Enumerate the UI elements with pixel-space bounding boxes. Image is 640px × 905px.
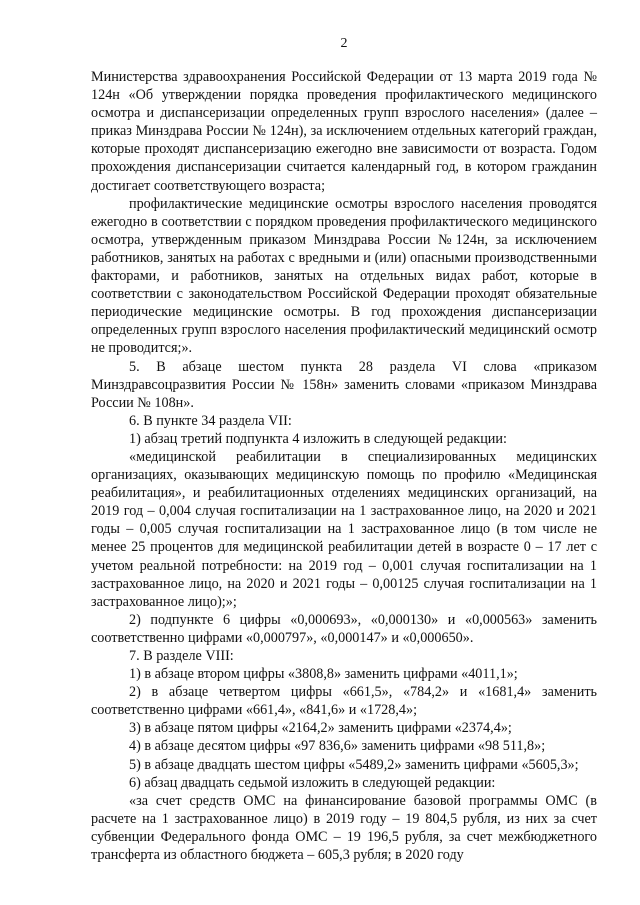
paragraph: 1) абзац третий подпункта 4 изложить в следующей редакции: [129,430,507,447]
paragraph: 6) абзац двадцать седьмой изложить в следующей редакции: [129,774,496,791]
paragraph: 2) подпункте 6 цифры «0,000693», «0,000130» и «0,000563» заменить соответственно цифрами «0,000797», «0,000147» и «0,000650». [91,611,597,646]
paragraph: 6. В пункте 34 раздела VII: [129,412,292,429]
paragraph: «медицинской реабилитации в специализированных медицинских организациях, оказывающих медицинскую помощь по профилю «Медицинская реабилитация», и реабилитационных отделениях медицинских организаций, на 2019 год – 0,004 случая госпитализации на 1 застрахованное лицо, на 2020 и 2021 годы – 0,005 случая госпитализации на 1 застрахованное лицо (в том числе не менее 25 процентов для медицинской реабилитации детей в возрасте 0 – 17 лет с учетом реальной потребности: на 2019 год – 0,001 случая госпитализации на 1 застрахованное лицо, на 2020 и 2021 годы – 0,00125 случая госпитализации на 1 застрахованное лицо);»; [91,448,597,610]
paragraph: 1) в абзаце втором цифры «3808,8» заменить цифрами «4011,1»; [129,666,518,683]
page-number: 2 [340,36,348,51]
paragraph: профилактические медицинские осмотры взрослого населения проводятся ежегодно в соответствии с порядком проведения профилактического медицинского осмотра, утвержденным приказом Минздрава России №124н, за исключением работников, занятых на работах с вредными и (или) опасными производственными факторами, и работников, занятых на отдельных видах работ, которые в соответствии с законодательством Российской Федерации проходят обязательные периодические медицинские осмотры. В год прохождения диспансеризации определенных групп взрослого населения профилактический медицинский осмотр не проводится;». [91,195,597,357]
document-body [91,68,597,864]
paragraph: «за счет средств ОМС на финансирование базовой программы ОМС (в расчете на 1 застрахованное лицо) в 2019 году – 19 804,5 рубля, из них за счет субвенции Федерального фонда ОМС – 19 196,5 рубля, за счет межбюджетного трансферта из областного бюджета – 605,3 рубля; в 2020 году [91,792,597,864]
paragraph: 4) в абзаце десятом цифры «97 836,6» заменить цифрами «98 511,8»; [129,738,546,755]
paragraph: 2) в абзаце четвертом цифры «661,5», «784,2» и «1681,4» заменить соответственно цифрами «661,4», «841,6» и «1728,4»; [91,684,597,719]
paragraph: Министерства здравоохранения Российской Федерации от 13 марта 2019 года № 124н «Об утверждении порядка проведения профилактического медицинского осмотра и диспансеризации определенных групп взрослого населения» (далее – приказ Минздрава России № 124н), за исключением отдельных категорий граждан, которые проходят диспансеризацию ежегодно вне зависимости от возраста. Годом прохождения диспансеризации считается календарный год, в котором гражданин достигает соответствующего возраста; [91,69,597,194]
paragraph: 7. В разделе VIII: [129,648,234,664]
paragraph: 5) в абзаце двадцать шестом цифры «5489,2» заменить цифрами «5605,3»; [129,756,579,773]
paragraph: 3) в абзаце пятом цифры «2164,2» заменить цифрами «2374,4»; [129,720,512,737]
paragraph: 5. В абзаце шестом пункта 28 раздела VI слова «приказом Минздравсоцразвития России № 158н» заменить словами «приказом Минздрава России № 108н». [91,358,597,411]
document-page [91,36,597,864]
